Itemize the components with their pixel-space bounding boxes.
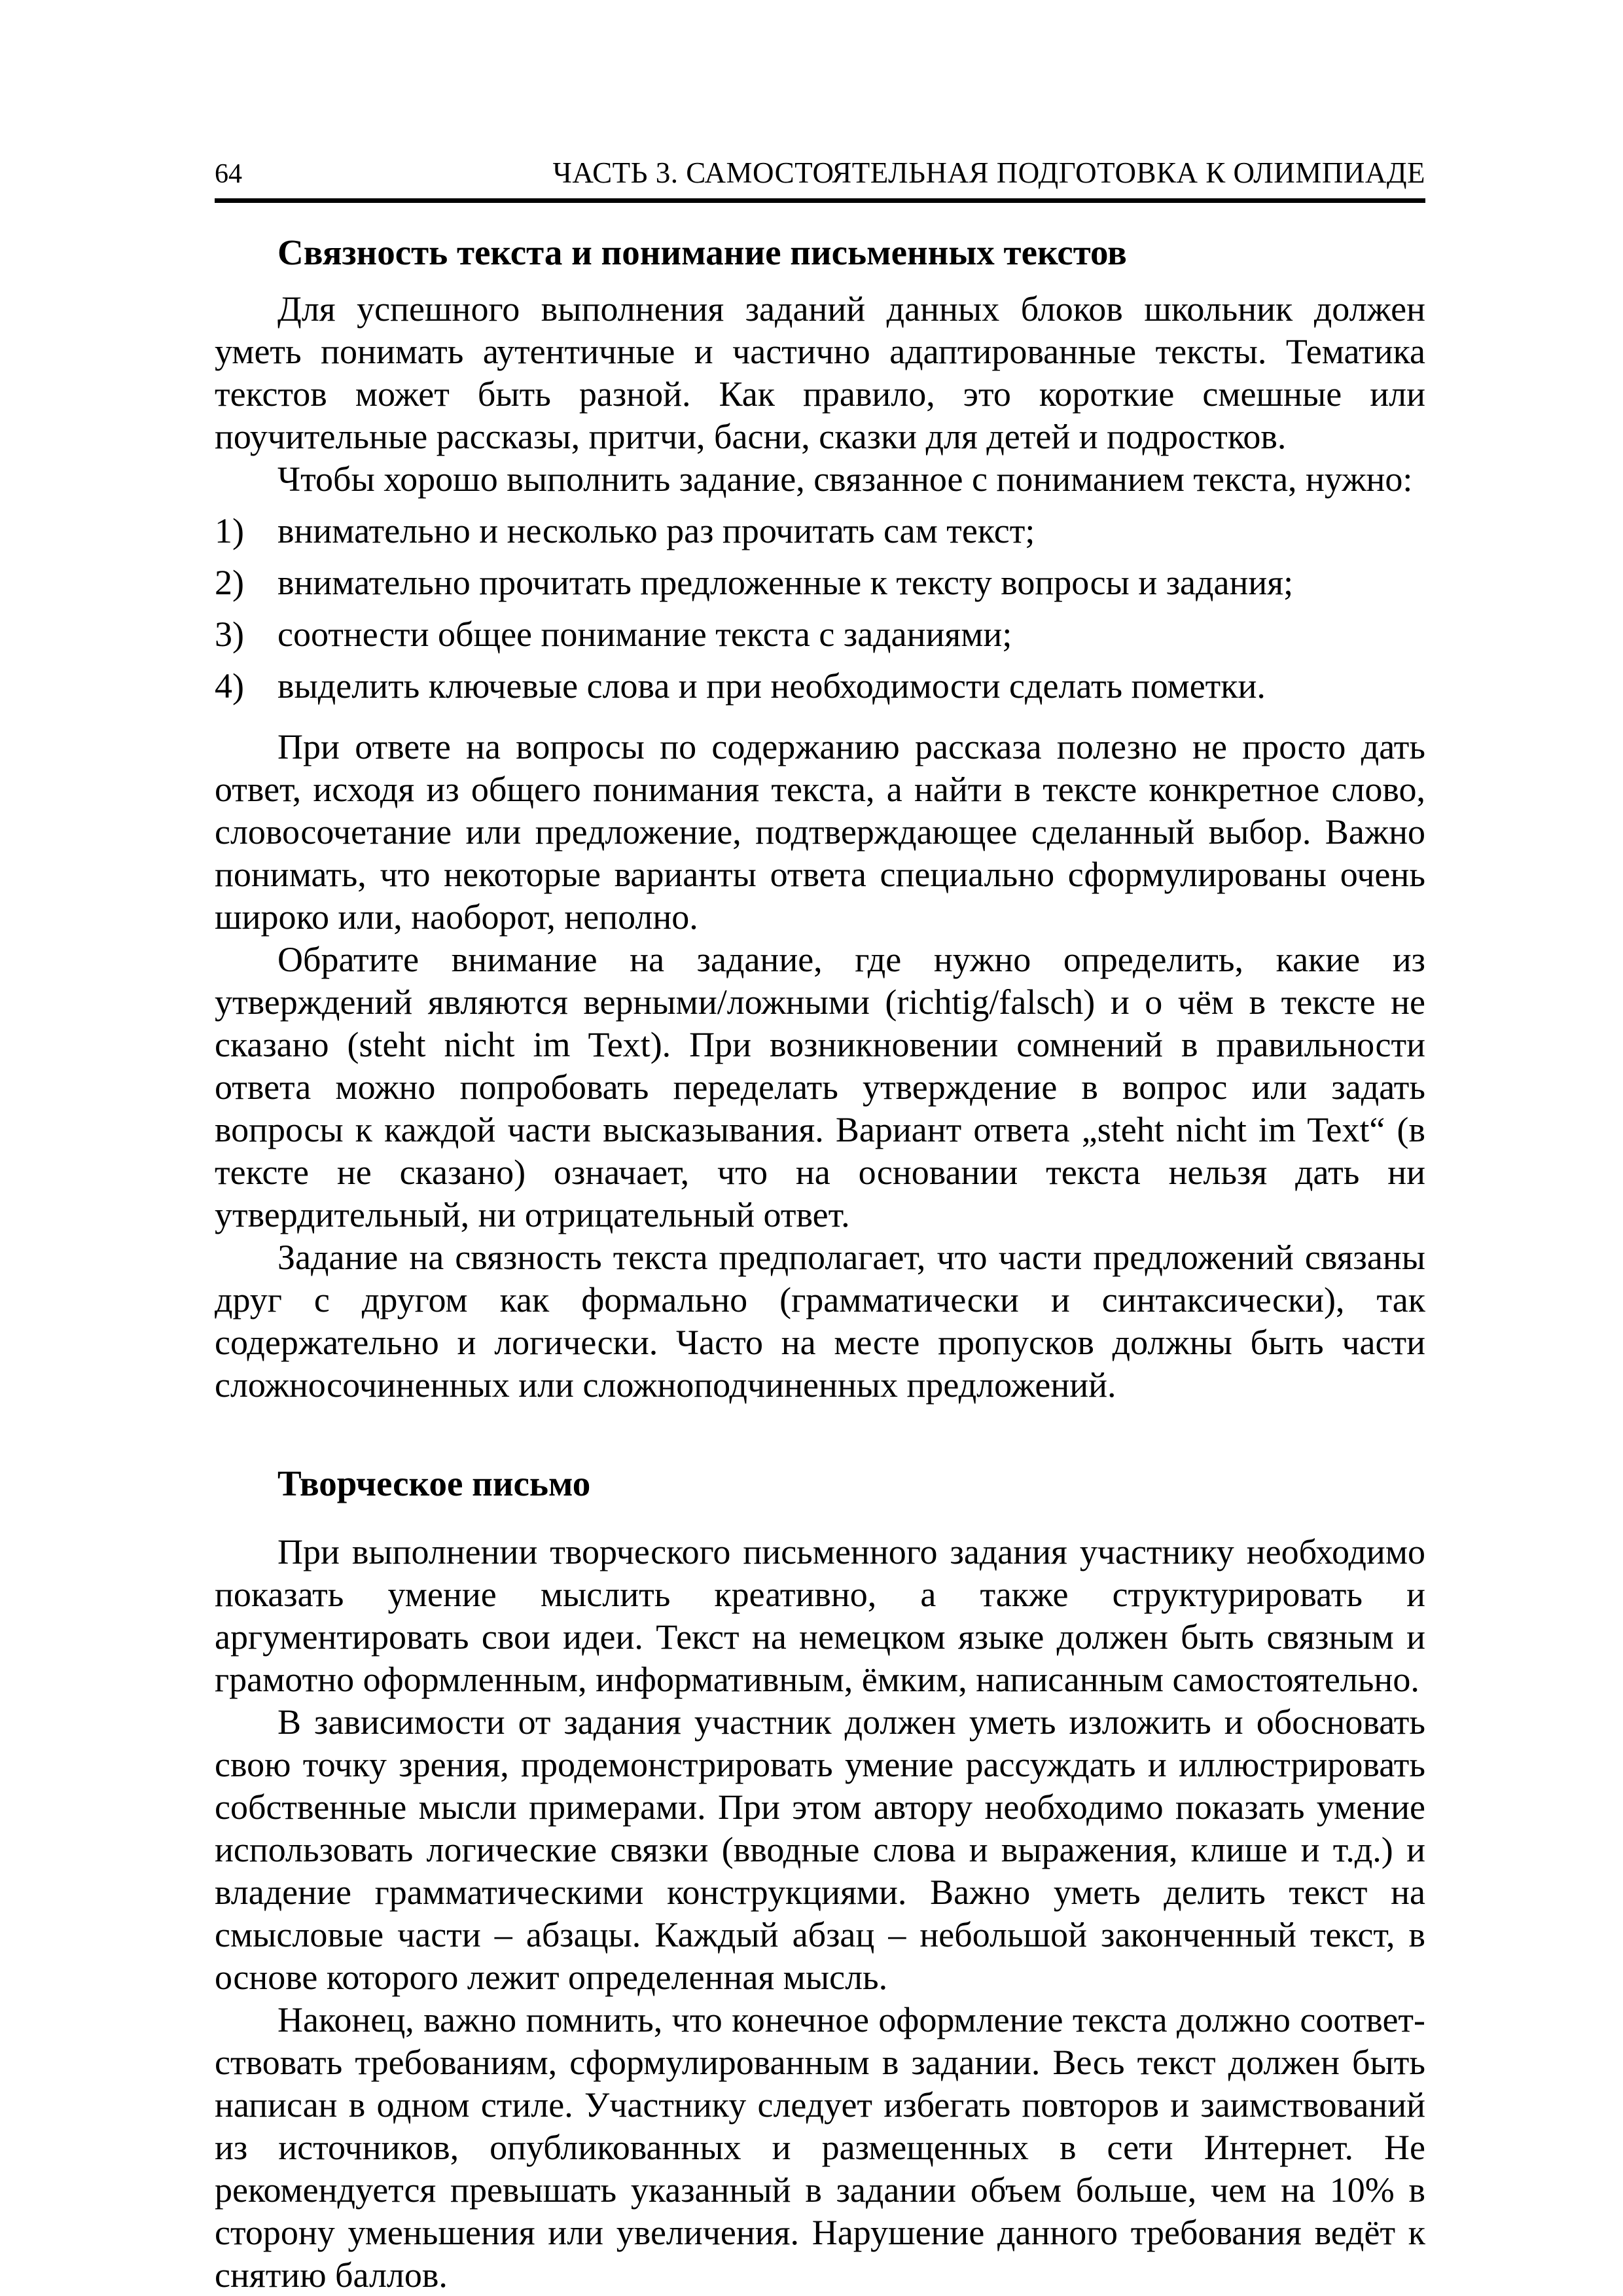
text-column	[215, 158, 1425, 2296]
paragraph: Обратите внимание на задание, где нужно определить, какие из утверждений являются верными/ложными (richtig/falsch) и о чём в тексте не сказано (steht nicht im Text). При возникновении сомнений в правильности ответа можно попробовать переделать утверждение в вопрос или задать вопросы к каждой части высказывания. Вариант ответа „steht nicht im Text“ (в тексте не сказано) означает, что на основании текста нельзя дать ни утвердительный, ни отрицательный ответ.	[215, 940, 1425, 1234]
list-number: 1)	[215, 511, 244, 550]
paragraph: Для успешного выполнения заданий данных блоков школьник должен уметь понимать аутентичные и частично адаптированные тексты. Тематика текстов может быть разной. Как правило, это короткие смешные или поучительные рассказы, притчи, басни, сказки для детей и подростков.	[215, 289, 1425, 456]
header-rule	[215, 198, 1425, 203]
list-number: 4)	[215, 666, 244, 706]
running-title: ЧАСТЬ 3. САМОСТОЯТЕЛЬНАЯ ПОДГОТОВКА К ОЛИМПИАДЕ	[552, 156, 1425, 189]
list-item	[215, 510, 1425, 552]
list-item-text: выделить ключевые слова и при необходимости сделать пометки.	[277, 666, 1266, 706]
list-item	[215, 562, 1425, 604]
paragraph: При выполнении творческого письменного задания участнику необходимо показать умение мыслить креативно, а также структурировать и аргументировать свои идеи. Текст на немецком языке должен быть связным и грамотно оформленным, информативным, ёмким, написанным самостоятельно.	[215, 1532, 1425, 1699]
paragraph: Наконец, важно помнить, что конечное оформление текста должно соответствовать требованиям, сформулированным в задании. Весь текст должен быть написан в одном стиле. Участнику следует избегать повторов и заимствований из источников, опубликованных и размещенных в сети Интернет. Не рекомендуется превышать указанный в задании объем больше, чем на 10% в сторону уменьшения или увеличения. Нарушение данного требования ведёт к снятию баллов.	[215, 2000, 1425, 2295]
list-item-text: внимательно и несколько раз прочитать сам текст;	[277, 511, 1035, 550]
list-item-text: соотнести общее понимание текста с заданиями;	[277, 615, 1012, 654]
section-heading-creative-writing: Творческое письмо	[277, 1463, 591, 1503]
paragraph: Задание на связность текста предполагает, что части предложений связаны друг с другом как формально (грамматически и синтаксически), так содержательно и логически. Часто на месте пропусков должны быть части сложносочиненных или сложноподчиненных предложений.	[215, 1238, 1425, 1405]
paragraph: При ответе на вопросы по содержанию рассказа полезно не просто дать ответ, исходя из общего понимания текста, а найти в тексте конкретное слово, словосочетание или предложение, подтверждающее сделанный выбор. Важно понимать, что некоторые варианты ответа специально сформулированы очень широко или, наоборот, неполно.	[215, 727, 1425, 937]
paragraph-list-intro: Чтобы хорошо выполнить задание, связанное с пониманием текста, нужно:	[277, 459, 1413, 499]
section-heading-connectivity: Связность текста и понимание письменных текстов	[277, 232, 1127, 272]
list-item	[215, 613, 1425, 656]
list-item	[215, 665, 1425, 708]
numbered-list	[215, 510, 1425, 708]
paragraph: В зависимости от задания участник должен уметь изложить и обосновать свою точку зрения, продемонстрировать умение рассуждать и иллюстрировать собственные мысли примерами. При этом автору необходимо показать умение использовать логические связки (вводные слова и выражения, клише и т.д.) и владение грамматическими конструкциями. Важно уметь делить текст на смысловые части – абзацы. Каждый абзац – небольшой законченный текст, в основе которого лежит определенная мысль.	[215, 1702, 1425, 1997]
page-header	[215, 158, 1425, 188]
list-number: 3)	[215, 615, 244, 654]
list-item-text: внимательно прочитать предложенные к тексту вопросы и задания;	[277, 563, 1294, 602]
page-number: 64	[215, 159, 242, 189]
list-number: 2)	[215, 563, 244, 602]
